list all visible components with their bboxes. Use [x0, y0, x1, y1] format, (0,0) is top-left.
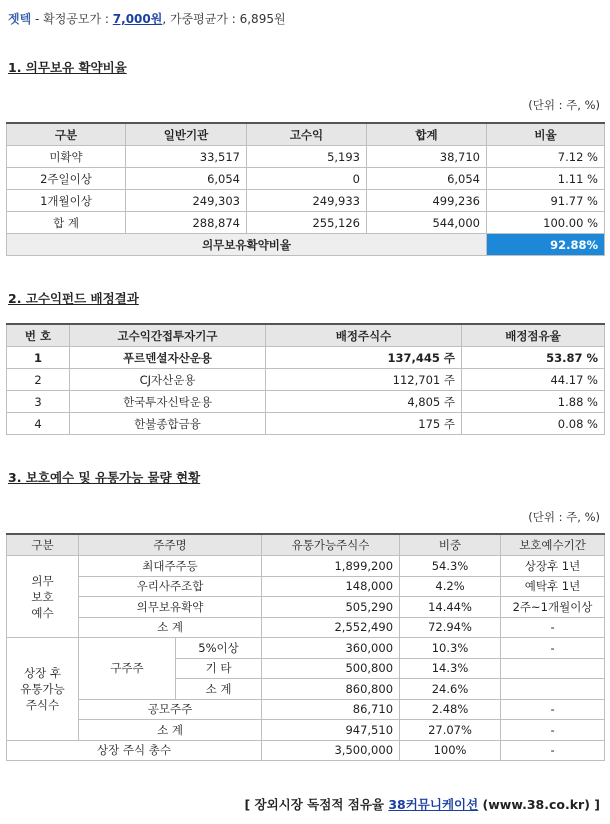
table-row	[7, 638, 605, 659]
table-cell: -	[501, 740, 605, 761]
table-row	[7, 699, 605, 720]
table-cell: 2.48%	[400, 699, 501, 720]
table-cell: 100%	[400, 740, 501, 761]
table-cell: 우리사주조합	[79, 576, 262, 597]
column-header: 비율	[487, 123, 605, 146]
column-header: 유통가능주식수	[262, 534, 400, 556]
table-cell: 4,805 주	[266, 391, 462, 413]
section2-title: 2. 고수익펀드 배정결과	[8, 291, 139, 306]
table-cell: 한국투자신탁운용	[70, 391, 266, 413]
table-cell: 1,899,200	[262, 556, 400, 577]
table-cell: 공모주주	[79, 699, 262, 720]
table-cell: 의무보유확약	[79, 597, 262, 618]
price-label: - 확정공모가 :	[31, 12, 113, 26]
table-cell: 175 주	[266, 413, 462, 435]
table-cell: 3	[7, 391, 70, 413]
column-header: 비중	[400, 534, 501, 556]
table-cell: 10.3%	[400, 638, 501, 659]
section1-unit: (단위 : 주, %)	[528, 98, 600, 112]
brand-link[interactable]: 38커뮤니케이션	[388, 797, 479, 812]
table-header-row	[7, 534, 605, 556]
table-cell: 860,800	[262, 679, 400, 700]
summary-label: 의무보유확약비율	[7, 234, 487, 256]
company-name[interactable]: 젯텍	[8, 12, 32, 26]
table-cell: -	[501, 699, 605, 720]
old-holders-label: 구주주	[79, 638, 176, 700]
section3-title: 3. 보호예수 및 유통가능 물량 현황	[8, 470, 201, 485]
column-header: 배정주식수	[266, 324, 462, 347]
total-row	[7, 740, 605, 761]
table-cell	[501, 658, 605, 679]
table-cell: 148,000	[262, 576, 400, 597]
group-label-lockup: 의무 보호 예수	[7, 556, 79, 638]
table-cell: 38,710	[367, 146, 487, 168]
table-cell: 91.77 %	[487, 190, 605, 212]
table-cell: 33,517	[126, 146, 247, 168]
table-row	[7, 391, 605, 413]
table-cell: 499,236	[367, 190, 487, 212]
offer-price: 7,000원	[112, 12, 163, 26]
table-cell: 6,054	[126, 168, 247, 190]
table-cell: 112,701 주	[266, 369, 462, 391]
table-cell: 7.12 %	[487, 146, 605, 168]
table-cell: 249,303	[126, 190, 247, 212]
footer-credit	[244, 795, 600, 813]
lockup-float-table	[6, 533, 605, 761]
column-header: 주주명	[79, 534, 262, 556]
table-cell: 86,710	[262, 699, 400, 720]
table-cell: 6,054	[367, 168, 487, 190]
table-cell: -	[501, 617, 605, 638]
table-cell: 137,445 주	[266, 347, 462, 369]
table-cell: 예탁후 1년	[501, 576, 605, 597]
table-row	[7, 146, 605, 168]
table-cell: 5,193	[247, 146, 367, 168]
section1-title: 1. 의무보유 확약비율	[8, 60, 127, 75]
summary-value: 92.88%	[487, 234, 605, 256]
section3-unit: (단위 : 주, %)	[528, 510, 600, 524]
group-label-float: 상장 후 유통가능 주식수	[7, 638, 79, 741]
table-cell: 4	[7, 413, 70, 435]
table-cell: 27.07%	[400, 720, 501, 741]
table-cell: 2,552,490	[262, 617, 400, 638]
column-header: 구분	[7, 534, 79, 556]
column-header: 번 호	[7, 324, 70, 347]
table-cell: 24.6%	[400, 679, 501, 700]
table-cell: 44.17 %	[462, 369, 605, 391]
table-cell: 상장후 1년	[501, 556, 605, 577]
table-cell: 4.2%	[400, 576, 501, 597]
table-cell: 255,126	[247, 212, 367, 234]
table-cell: 1.88 %	[462, 391, 605, 413]
table-row	[7, 576, 605, 597]
table-cell: 푸르덴셜자산운용	[70, 347, 266, 369]
table-cell: 249,933	[247, 190, 367, 212]
table-cell: 500,800	[262, 658, 400, 679]
table-cell: 2	[7, 369, 70, 391]
table-row	[7, 413, 605, 435]
footer-suffix: (www.38.co.kr) ]	[478, 797, 600, 812]
row-label: 합 계	[7, 212, 126, 234]
table-cell: 상장 주식 총수	[7, 740, 262, 761]
ipo-price-line	[8, 10, 286, 27]
table-cell: 14.3%	[400, 658, 501, 679]
row-label: 1개월이상	[7, 190, 126, 212]
row-label: 2주일이상	[7, 168, 126, 190]
lockup-commitment-table	[6, 122, 605, 256]
table-cell: 소 계	[79, 720, 262, 741]
table-cell: 505,290	[262, 597, 400, 618]
table-cell: 360,000	[262, 638, 400, 659]
column-header: 일반기관	[126, 123, 247, 146]
high-yield-fund-table	[6, 323, 605, 435]
row-label: 미확약	[7, 146, 126, 168]
table-cell	[501, 679, 605, 700]
table-header-row	[7, 324, 605, 347]
table-cell: 한불종합금융	[70, 413, 266, 435]
column-header: 구분	[7, 123, 126, 146]
table-cell: -	[501, 638, 605, 659]
table-cell: 1	[7, 347, 70, 369]
table-header-row	[7, 123, 605, 146]
table-row	[7, 617, 605, 638]
column-header: 배정점유율	[462, 324, 605, 347]
table-cell: 5%이상	[176, 638, 262, 659]
table-cell: 100.00 %	[487, 212, 605, 234]
table-cell: 14.44%	[400, 597, 501, 618]
table-cell: 2주~1개월이상	[501, 597, 605, 618]
table-row	[7, 212, 605, 234]
table-cell: -	[501, 720, 605, 741]
table-cell: 소 계	[79, 617, 262, 638]
table-row	[7, 597, 605, 618]
table-row	[7, 190, 605, 212]
column-header: 고수익	[247, 123, 367, 146]
table-cell: 947,510	[262, 720, 400, 741]
table-cell: 기 타	[176, 658, 262, 679]
table-cell: 53.87 %	[462, 347, 605, 369]
table-row	[7, 347, 605, 369]
table-row	[7, 168, 605, 190]
table-cell: 소 계	[176, 679, 262, 700]
table-cell: 72.94%	[400, 617, 501, 638]
table-row	[7, 556, 605, 577]
table-cell: 288,874	[126, 212, 247, 234]
footer-prefix: [ 장외시장 독점적 점유율	[244, 797, 389, 812]
table-cell: 3,500,000	[262, 740, 400, 761]
table-cell: 1.11 %	[487, 168, 605, 190]
column-header: 보호예수기간	[501, 534, 605, 556]
weighted-avg-price: , 가중평균가 : 6,895원	[162, 12, 286, 26]
column-header: 합계	[367, 123, 487, 146]
table-cell: 54.3%	[400, 556, 501, 577]
table-row	[7, 369, 605, 391]
table-cell: 544,000	[367, 212, 487, 234]
table-cell: 0	[247, 168, 367, 190]
table-cell: 최대주주등	[79, 556, 262, 577]
column-header: 고수익간접투자기구	[70, 324, 266, 347]
table-cell: 0.08 %	[462, 413, 605, 435]
table-row	[7, 720, 605, 741]
summary-row	[7, 234, 605, 256]
table-cell: CJ자산운용	[70, 369, 266, 391]
